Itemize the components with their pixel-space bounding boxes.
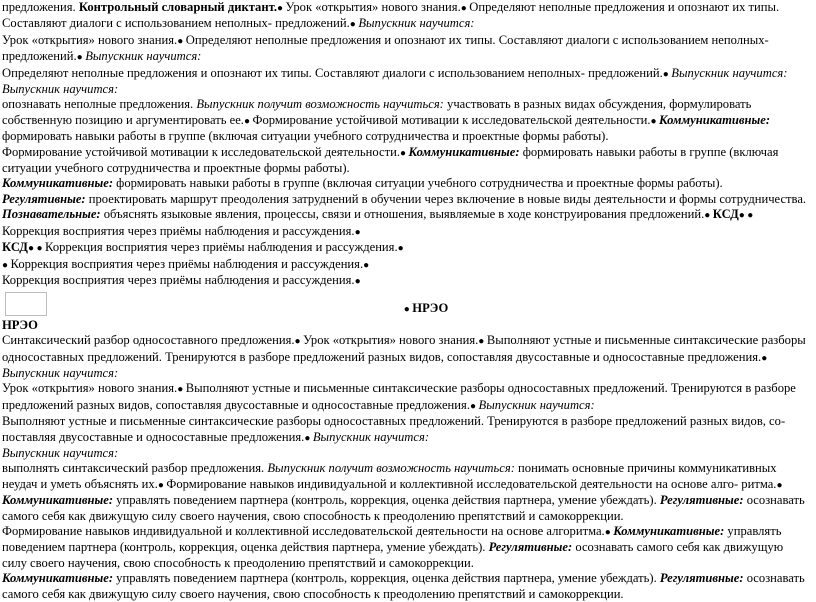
bullet-icon: ● xyxy=(403,304,413,316)
paragraph-7: Регулятивные: проектировать маршрут преодоления затруднений в обучении через включение в новые виды деятельности и формы сотрудничества. xyxy=(2,191,807,206)
bullet-icon: ● xyxy=(604,527,614,538)
bullet-icon: ● ● xyxy=(738,210,754,222)
bullet-icon: ● xyxy=(704,210,713,222)
section-heading: НРЭО xyxy=(2,317,38,332)
paragraph-14: Выполняют устные и письменные синтаксические разборы односоставных предложений. Тренируются в разборе предложений разных видов, со- поставляя двусоставные и односоставные предложения.● Выпускник научится: xyxy=(2,414,786,444)
centered-heading: ● НРЭО xyxy=(403,301,449,316)
bullet-icon: ● xyxy=(662,68,672,80)
bullet-icon: ● xyxy=(354,275,361,287)
bullet-icon: ● xyxy=(177,35,186,47)
bullet-icon: ● xyxy=(354,226,361,238)
paragraph-5: Формирование устойчивой мотивации к исследовательской деятельности.● Коммуникативные: формировать навыки работы в группе (включая ситуации учебного сотрудничества и проектные формы работы). xyxy=(2,144,779,176)
bullet-icon: ● xyxy=(478,336,487,348)
bullet-icon: ● xyxy=(2,259,11,271)
bullet-icon: ● xyxy=(277,3,286,14)
paragraph-4: опознавать неполные предложения. Выпускник получит возможность научиться: участвовать в разных видах обсуждения, формулировать собственную позицию и аргументировать ее.● Формирование устойчивой мотивации к исследовательской деятельности.● Коммуникативные: формировать навыки работы в группе (включая ситуации учебного сотрудничества и проектные формы работы). xyxy=(2,97,771,144)
paragraph-12: Синтаксический разбор односоставного предложения.● Урок «открытия» нового знания.● Выполняют устные и письменные синтаксические разборы односоставных предложений. Тренируются в разборе предложений разных видов, сопоставляя двусоставные и односоставные предложения.● Выпускник научится: xyxy=(2,333,806,380)
paragraph-11: Коррекция восприятия через приёмы наблюдения и рассуждения.● xyxy=(2,272,361,287)
bullet-icon: ● xyxy=(776,479,783,491)
bullet-icon: ● xyxy=(157,479,167,491)
bullet-icon: ● xyxy=(460,3,470,14)
paragraph-9: КСД● ● Коррекция восприятия через приёмы наблюдения и рассуждения.● xyxy=(2,240,404,255)
bullet-icon: ● xyxy=(294,336,304,348)
bullet-icon: ● ● xyxy=(27,243,46,255)
paragraph-2: Урок «открытия» нового знания.● Определяют неполные предложения и опознают их типы. Составляют диалоги с использованием неполных- предложений.● Выпускник научится: xyxy=(2,32,769,64)
paragraph-3: Определяют неполные предложения и опознают их типы. Составляют диалоги с использованием неполных- предложений.● Выпускник научится: xyxy=(2,65,788,80)
paragraph-10: ● Коррекция восприятия через приёмы наблюдения и рассуждения.● xyxy=(2,256,370,271)
paragraph-3b: Выпускник научится: xyxy=(2,82,119,97)
paragraph-14b: Выпускник научится: xyxy=(2,445,119,460)
bullet-icon: ● xyxy=(76,52,86,64)
paragraph-15: выполнять синтаксический разбор предложения. Выпускник получит возможность научиться: понимать основные причины коммуникативных неудач и уметь объяснять их.● Формирование навыков индивидуальной и коллективной исследовательской деятельности на основе алго- ритма.● Коммуникативные: управлять поведением партнера (контроль, коррекция, оценка действия партнера, умение убеждать). Регулятивные: осознавать самого себя как движущую силу своего научения, свою способность к преодолению препятствий и самокоррекции. xyxy=(2,461,805,523)
bullet-icon: ● xyxy=(177,384,186,396)
paragraph-6: Коммуникативные: формировать навыки работы в группе (включая ситуации учебного сотрудничества и проектные формы работы). xyxy=(2,176,723,191)
bullet-icon: ● xyxy=(399,147,409,159)
bullet-icon: ● xyxy=(363,259,370,271)
paragraph-16: Формирование навыков индивидуальной и коллективной исследовательской деятельности на основе алгоритма.● Коммуникативные: управлять поведением партнера (контроль, коррекция, оценка действия партнера, умение убеждать). Регулятивные: осознавать самого себя как движущую силу своего научения, свою способность к преодолению препятствий и самокоррекции. xyxy=(2,524,784,570)
paragraph-17: Коммуникативные: управлять поведением партнера (контроль, коррекция, оценка действия партнера, умение убеждать). Регулятивные: осознавать самого себя как движущую силу своего научения, свою способность к преодолению препятствий и самокоррекции. xyxy=(2,571,805,601)
bullet-icon: ● xyxy=(469,400,479,412)
bold-title: Контрольный словарный диктант. xyxy=(78,0,277,14)
bullet-icon: ● xyxy=(304,432,313,444)
bullet-icon: ● xyxy=(650,115,660,127)
bullet-icon: ● xyxy=(349,19,359,31)
bullet-icon: ● xyxy=(761,352,768,364)
bullet-icon: ● xyxy=(243,115,253,127)
paragraph-1: предложения. Контрольный словарный диктант.● Урок «открытия» нового знания.● Определяют неполные предложения и опознают их типы. Составляют диалоги с использованием неполных- предложений.● Выпускник научится: xyxy=(2,0,780,31)
bullet-icon: ● xyxy=(397,243,404,255)
paragraph-8: Познавательные: объяснять языковые явления, процессы, связи и отношения, выявляемые в ходе конструирования предложений.● КСД● ● Коррекция восприятия через приёмы наблюдения и рассуждения.● xyxy=(2,207,754,238)
paragraph-13: Урок «открытия» нового знания.● Выполняют устные и письменные синтаксические разборы односоставных предложений. Тренируются в разборе предложений разных видов, сопоставляя двусоставные и односоставные предложения.● Выпускник научится: xyxy=(2,381,796,412)
